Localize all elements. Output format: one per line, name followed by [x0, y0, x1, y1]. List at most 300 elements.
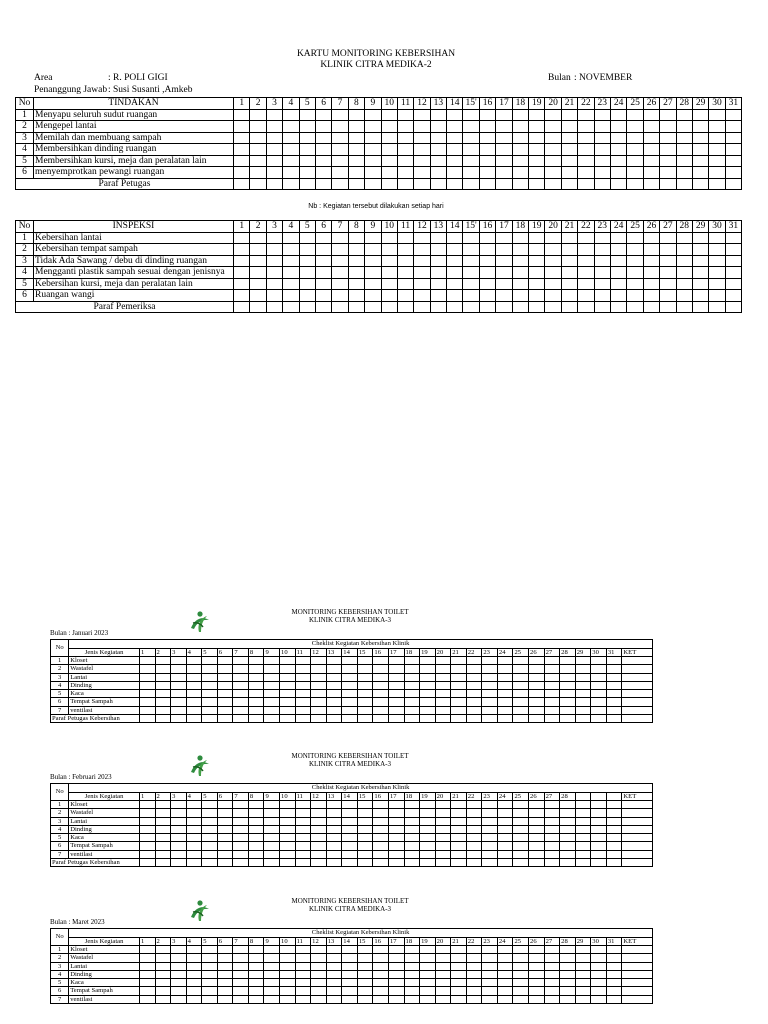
check-cell: [139, 987, 155, 995]
check-cell: [315, 144, 331, 156]
month-label: Bulan : Februari 2023: [50, 773, 112, 781]
check-cell: [466, 657, 482, 665]
check-cell: [280, 681, 296, 689]
check-cell: [250, 109, 266, 121]
check-cell: [326, 946, 342, 954]
check-cell: [575, 817, 591, 825]
check-cell: [139, 995, 155, 1003]
check-cell: [676, 232, 692, 244]
signature-cell: [202, 715, 218, 723]
check-cell: [404, 850, 420, 858]
check-cell: [447, 244, 463, 256]
check-cell: [627, 109, 643, 121]
check-cell: [594, 144, 610, 156]
check-cell: [466, 995, 482, 1003]
check-cell: [295, 995, 311, 1003]
check-cell: [529, 167, 545, 179]
signature-cell: [627, 301, 643, 313]
signature-cell: [435, 859, 451, 867]
signature-cell: [496, 301, 512, 313]
check-cell: [295, 817, 311, 825]
check-cell: [544, 690, 560, 698]
check-cell: [381, 121, 397, 133]
check-cell: [381, 132, 397, 144]
check-cell: [482, 970, 498, 978]
check-cell: [466, 690, 482, 698]
check-cell: [594, 290, 610, 302]
signature-cell: [311, 859, 327, 867]
check-cell: [283, 267, 299, 279]
check-cell: [451, 817, 467, 825]
day-header: 12: [311, 648, 327, 657]
check-cell: [560, 987, 576, 995]
check-cell: [326, 673, 342, 681]
check-cell: [529, 706, 545, 714]
check-cell: [606, 809, 622, 817]
check-cell: [435, 665, 451, 673]
check-cell: [414, 121, 430, 133]
check-cell: [248, 665, 264, 673]
checklist-header: Cheklist Kegiatan Kebersihan Klinik: [69, 784, 653, 793]
check-cell: [139, 657, 155, 665]
day-header: 25: [627, 98, 643, 110]
check-cell: [435, 946, 451, 954]
check-cell: [217, 706, 233, 714]
ket-cell: [622, 809, 653, 817]
check-cell: [155, 962, 171, 970]
check-cell: [397, 144, 413, 156]
check-cell: [591, 801, 607, 809]
check-cell: [217, 979, 233, 987]
check-cell: [280, 698, 296, 706]
check-cell: [311, 987, 327, 995]
check-cell: [529, 132, 545, 144]
check-cell: [250, 167, 266, 179]
check-cell: [348, 278, 364, 290]
check-cell: [217, 698, 233, 706]
signature-cell: [365, 178, 381, 190]
ket-cell: [622, 673, 653, 681]
table-row: [51, 834, 653, 842]
check-cell: [560, 995, 576, 1003]
signature-cell: [264, 715, 280, 723]
check-cell: [606, 834, 622, 842]
check-cell: [234, 109, 250, 121]
check-cell: [186, 690, 202, 698]
check-cell: [264, 979, 280, 987]
check-cell: [326, 979, 342, 987]
check-cell: [709, 144, 725, 156]
check-cell: [561, 232, 577, 244]
check-cell: [348, 144, 364, 156]
check-cell: [139, 825, 155, 833]
check-cell: [529, 946, 545, 954]
check-cell: [497, 698, 513, 706]
check-cell: [447, 144, 463, 156]
check-cell: [451, 698, 467, 706]
ket-header: KET: [622, 792, 653, 801]
check-cell: [643, 232, 659, 244]
ket-cell: [622, 850, 653, 858]
check-cell: [529, 825, 545, 833]
signature-cell: [479, 301, 495, 313]
row-number: 3: [16, 132, 34, 144]
day-header: 11: [295, 937, 311, 946]
check-cell: [578, 244, 594, 256]
check-cell: [397, 132, 413, 144]
row-label: Ruangan wangi: [34, 290, 234, 302]
check-cell: [299, 167, 315, 179]
row-label: Lantai: [69, 817, 140, 825]
check-cell: [404, 842, 420, 850]
check-cell: [594, 255, 610, 267]
table-row: [16, 155, 742, 167]
check-cell: [280, 825, 296, 833]
check-cell: [186, 665, 202, 673]
check-cell: [512, 255, 528, 267]
check-cell: [171, 657, 187, 665]
check-cell: [497, 706, 513, 714]
signature-cell: [610, 301, 626, 313]
row-number: 3: [51, 817, 69, 825]
signature-cell: [529, 301, 545, 313]
note-text: Nb : Kegiatan tersebut dilakukan setiap hari: [308, 203, 444, 210]
table-header-row: [51, 792, 653, 801]
signature-cell: [545, 178, 561, 190]
check-cell: [610, 255, 626, 267]
day-header: 1: [234, 221, 250, 233]
check-cell: [299, 232, 315, 244]
check-cell: [311, 809, 327, 817]
check-cell: [332, 144, 348, 156]
check-cell: [606, 970, 622, 978]
day-header: 3: [171, 792, 187, 801]
check-cell: [544, 842, 560, 850]
day-header: 25: [513, 648, 529, 657]
check-cell: [186, 850, 202, 858]
toilet-title-line1: MONITORING KEBERSIHAN TOILET: [291, 897, 409, 905]
table-row: [51, 801, 653, 809]
check-cell: [365, 109, 381, 121]
check-cell: [357, 657, 373, 665]
check-cell: [397, 167, 413, 179]
day-header: 29: [575, 937, 591, 946]
ket-cell: [622, 817, 653, 825]
check-cell: [266, 255, 282, 267]
day-header: 26: [529, 937, 545, 946]
check-cell: [397, 109, 413, 121]
check-cell: [451, 809, 467, 817]
check-cell: [280, 850, 296, 858]
check-cell: [451, 954, 467, 962]
check-cell: [725, 155, 741, 167]
check-cell: [155, 706, 171, 714]
day-header: 11: [295, 792, 311, 801]
row-number: 5: [16, 155, 34, 167]
check-cell: [217, 970, 233, 978]
check-cell: [365, 255, 381, 267]
signature-cell: [692, 178, 708, 190]
check-cell: [233, 665, 249, 673]
check-cell: [217, 842, 233, 850]
day-header: 13: [430, 221, 446, 233]
check-cell: [388, 698, 404, 706]
check-cell: [283, 167, 299, 179]
check-cell: [545, 121, 561, 133]
check-cell: [463, 244, 479, 256]
check-cell: [397, 290, 413, 302]
check-cell: [529, 834, 545, 842]
check-cell: [414, 155, 430, 167]
toilet-title-line2: KLINIK CITRA MEDIKA-3: [308, 616, 392, 624]
check-cell: [513, 825, 529, 833]
check-cell: [575, 673, 591, 681]
check-cell: [234, 267, 250, 279]
toilet-checklist-table: [50, 928, 653, 1004]
check-cell: [326, 970, 342, 978]
check-cell: [420, 673, 436, 681]
check-cell: [513, 850, 529, 858]
check-cell: [529, 109, 545, 121]
signature-cell: [529, 178, 545, 190]
ket-cell: [622, 715, 653, 723]
check-cell: [591, 657, 607, 665]
check-cell: [280, 842, 296, 850]
day-header: 15: [357, 792, 373, 801]
check-cell: [202, 690, 218, 698]
check-cell: [381, 290, 397, 302]
table-row: [16, 167, 742, 179]
pj-value: : Susi Susanti ,Amkeb: [108, 85, 193, 95]
check-cell: [591, 817, 607, 825]
check-cell: [233, 970, 249, 978]
check-cell: [299, 244, 315, 256]
check-cell: [466, 850, 482, 858]
check-cell: [578, 290, 594, 302]
table-header-row: [51, 784, 653, 793]
day-header: 16: [373, 648, 389, 657]
check-cell: [202, 834, 218, 842]
check-cell: [248, 690, 264, 698]
check-cell: [217, 825, 233, 833]
check-cell: [295, 690, 311, 698]
check-cell: [326, 850, 342, 858]
check-cell: [575, 665, 591, 673]
day-header: 28: [676, 221, 692, 233]
check-cell: [578, 278, 594, 290]
check-cell: [217, 681, 233, 689]
check-cell: [544, 995, 560, 1003]
check-cell: [404, 979, 420, 987]
check-cell: [578, 232, 594, 244]
check-cell: [414, 167, 430, 179]
check-cell: [283, 132, 299, 144]
check-cell: [435, 817, 451, 825]
check-cell: [186, 706, 202, 714]
check-cell: [139, 698, 155, 706]
check-cell: [264, 801, 280, 809]
check-cell: [496, 267, 512, 279]
check-cell: [545, 255, 561, 267]
check-cell: [591, 673, 607, 681]
check-cell: [295, 946, 311, 954]
signature-cell: [381, 301, 397, 313]
check-cell: [381, 278, 397, 290]
check-cell: [497, 809, 513, 817]
row-number: 1: [16, 232, 34, 244]
table-row: [51, 673, 653, 681]
check-cell: [233, 995, 249, 1003]
check-cell: [496, 278, 512, 290]
check-cell: [404, 690, 420, 698]
day-header: 2: [250, 221, 266, 233]
check-cell: [610, 155, 626, 167]
signature-cell: [561, 301, 577, 313]
check-cell: [451, 987, 467, 995]
check-cell: [186, 979, 202, 987]
signature-cell: [545, 301, 561, 313]
signature-cell: [676, 301, 692, 313]
check-cell: [326, 801, 342, 809]
check-cell: [676, 290, 692, 302]
signature-cell: [266, 301, 282, 313]
check-cell: [264, 690, 280, 698]
check-cell: [264, 698, 280, 706]
check-cell: [545, 132, 561, 144]
check-cell: [233, 842, 249, 850]
check-cell: [414, 132, 430, 144]
check-cell: [463, 155, 479, 167]
check-cell: [283, 290, 299, 302]
row-label: Wastafel: [69, 954, 140, 962]
check-cell: [545, 244, 561, 256]
day-header: 11: [397, 98, 413, 110]
check-cell: [381, 109, 397, 121]
check-cell: [299, 267, 315, 279]
check-cell: [217, 987, 233, 995]
check-cell: [435, 979, 451, 987]
signature-cell: [397, 178, 413, 190]
check-cell: [447, 255, 463, 267]
day-header: 14: [342, 648, 358, 657]
check-cell: [264, 817, 280, 825]
check-cell: [388, 834, 404, 842]
check-cell: [373, 665, 389, 673]
day-header: 16: [373, 937, 389, 946]
check-cell: [420, 698, 436, 706]
check-cell: [594, 267, 610, 279]
check-cell: [233, 801, 249, 809]
toilet-title: [250, 608, 450, 624]
table-header-row: [51, 937, 653, 946]
day-header: 21: [451, 937, 467, 946]
signature-cell: [643, 301, 659, 313]
check-cell: [529, 121, 545, 133]
check-cell: [342, 834, 358, 842]
check-cell: [496, 121, 512, 133]
check-cell: [496, 290, 512, 302]
no-header: No: [16, 221, 34, 233]
tindakan-table: [15, 97, 742, 190]
signature-cell: [463, 178, 479, 190]
check-cell: [397, 232, 413, 244]
row-label: Dinding: [69, 825, 140, 833]
kartu-title: [0, 49, 752, 71]
check-cell: [725, 109, 741, 121]
check-cell: [606, 946, 622, 954]
day-header: 17: [496, 221, 512, 233]
check-cell: [202, 979, 218, 987]
jenis-header: Jenis Kegiatan: [69, 792, 140, 801]
check-cell: [266, 109, 282, 121]
check-cell: [388, 979, 404, 987]
check-cell: [155, 817, 171, 825]
check-cell: [202, 954, 218, 962]
row-number: 6: [16, 290, 34, 302]
day-header: 13: [326, 792, 342, 801]
check-cell: [264, 995, 280, 1003]
check-cell: [451, 834, 467, 842]
check-cell: [299, 155, 315, 167]
check-cell: [692, 244, 708, 256]
check-cell: [545, 290, 561, 302]
check-cell: [430, 167, 446, 179]
check-cell: [660, 144, 676, 156]
check-cell: [451, 801, 467, 809]
day-header: 22: [466, 648, 482, 657]
tindakan-header: TINDAKAN: [34, 98, 234, 110]
signature-cell: [482, 859, 498, 867]
check-cell: [404, 987, 420, 995]
day-header: 8: [348, 221, 364, 233]
check-cell: [430, 255, 446, 267]
check-cell: [725, 267, 741, 279]
check-cell: [315, 255, 331, 267]
signature-cell: [295, 859, 311, 867]
row-label: Tempat Sampah: [69, 842, 140, 850]
table-row: [51, 825, 653, 833]
signature-cell: [430, 301, 446, 313]
signature-cell: [186, 859, 202, 867]
check-cell: [233, 681, 249, 689]
check-cell: [482, 681, 498, 689]
check-cell: [139, 970, 155, 978]
check-cell: [512, 121, 528, 133]
signature-cell: [725, 178, 741, 190]
check-cell: [357, 690, 373, 698]
check-cell: [561, 121, 577, 133]
check-cell: [404, 946, 420, 954]
table-row: [51, 979, 653, 987]
check-cell: [560, 665, 576, 673]
check-cell: [332, 121, 348, 133]
check-cell: [420, 946, 436, 954]
check-cell: [560, 979, 576, 987]
check-cell: [315, 167, 331, 179]
check-cell: [610, 244, 626, 256]
check-cell: [660, 109, 676, 121]
check-cell: [248, 673, 264, 681]
check-cell: [202, 809, 218, 817]
check-cell: [676, 144, 692, 156]
check-cell: [332, 232, 348, 244]
check-cell: [264, 842, 280, 850]
check-cell: [171, 970, 187, 978]
check-cell: [420, 809, 436, 817]
check-cell: [466, 979, 482, 987]
row-number: 4: [51, 825, 69, 833]
day-header: 10: [381, 98, 397, 110]
